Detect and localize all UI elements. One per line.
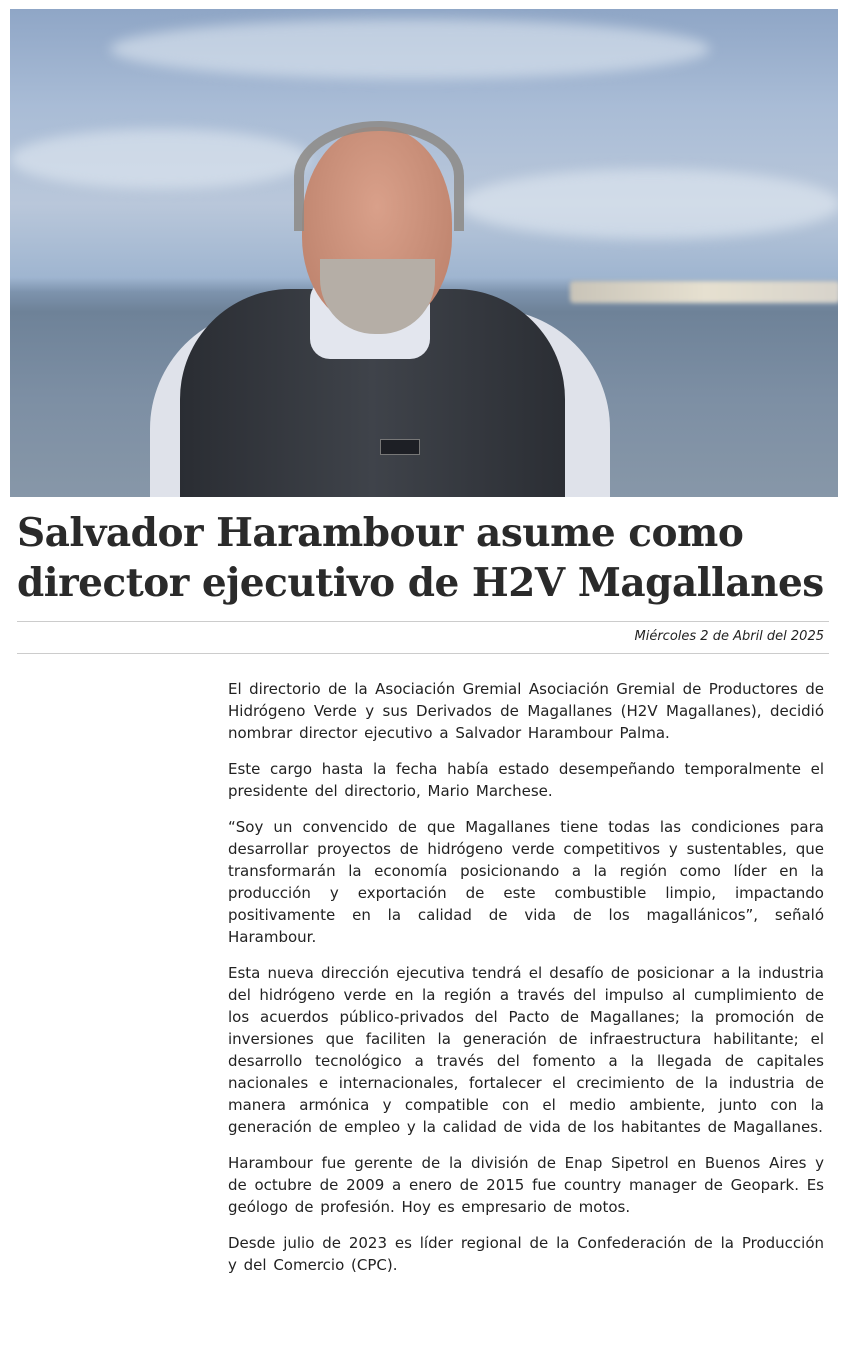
cloud xyxy=(460,169,838,239)
paragraph: Harambour fue gerente de la división de Enap Sipetrol en Buenos Aires y de octubre de 2009 a enero de 2015 fue country manager de Geopark. Es geólogo de profesión. Hoy es empresario de motos. xyxy=(228,1154,824,1216)
article-title: Salvador Harambour asume como director ejecutivo de H2V Magallanes xyxy=(17,510,824,606)
distant-shore xyxy=(570,281,838,303)
article-date: Miércoles 2 de Abril del 2025 xyxy=(634,629,824,644)
hair xyxy=(294,121,464,231)
cloud xyxy=(110,19,710,79)
divider xyxy=(17,653,829,654)
paragraph: El directorio de la Asociación Gremial Asociación Gremial de Productores de Hidrógeno Verde y sus Derivados de Magallanes (H2V Magallanes), decidió nombrar director ejecutivo a Salvador Harambour Palma. xyxy=(228,680,824,742)
vest-logo xyxy=(380,439,420,455)
paragraph: Este cargo hasta la fecha había estado desempeñando temporalmente el presidente del directorio, Mario Marchese. xyxy=(228,760,824,800)
divider xyxy=(17,621,829,622)
article-photo xyxy=(10,9,838,497)
paragraph: Esta nueva dirección ejecutiva tendrá el desafío de posicionar a la industria del hidrógeno verde en la región a través del impulso al cumplimiento de los acuerdos público-privados del Pacto de Magallanes; la promoción de inversiones que faciliten la generación de infraestructura habilitante; el desarrollo tecnológico a través del fomento a la llegada de capitales nacionales e internacionales, fortalecer el crecimiento de la industria de manera armónica y compatible con el medio ambiente, junto con la generación de empleo y la calidad de vida de los habitantes de Magallanes. xyxy=(228,964,824,1136)
cloud xyxy=(10,129,310,189)
article-body xyxy=(228,678,824,1290)
paragraph: Desde julio de 2023 es líder regional de la Confederación de la Producción y del Comercio (CPC). xyxy=(228,1234,824,1274)
paragraph: “Soy un convencido de que Magallanes tiene todas las condiciones para desarrollar proyectos de hidrógeno verde competitivos y sustentables, que transformarán la economía posicionando a la región como líder en la producción y exportación de este combustible limpio, impactando positivamente en la calidad de vida de los magallánicos”, señaló Harambour. xyxy=(228,818,824,946)
